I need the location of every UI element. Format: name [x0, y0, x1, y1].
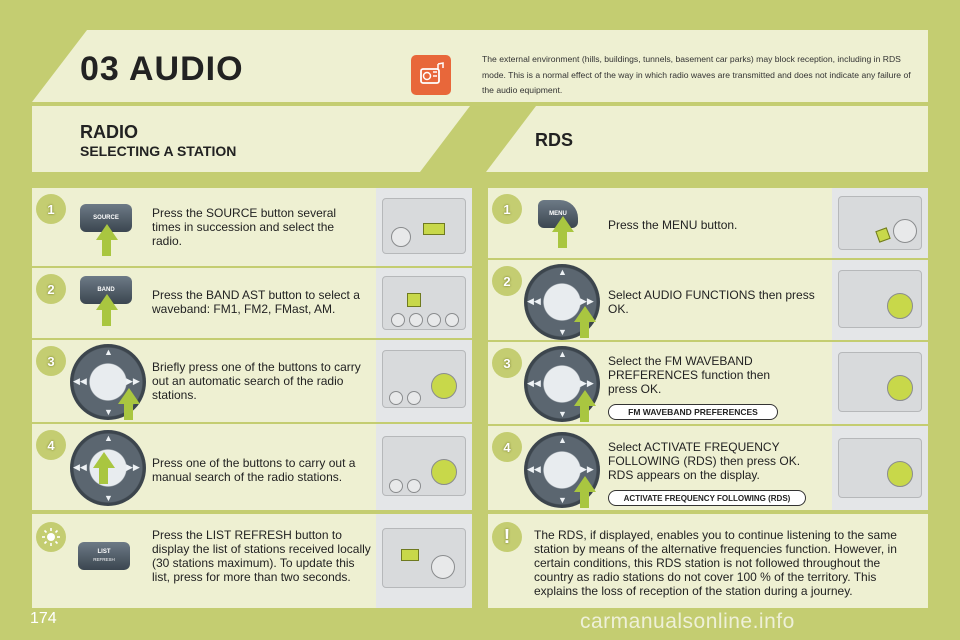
press-arrow-stem: [102, 240, 111, 256]
navigation-dial-icon: ▲ ▼ ◀◀ ▶▶: [70, 430, 146, 506]
press-arrow-stem: [558, 232, 567, 248]
step-number: 3: [492, 348, 522, 378]
step-number: 1: [36, 194, 66, 224]
radio-unit-panel: [832, 260, 928, 340]
radio-title: RADIO: [80, 122, 138, 142]
radio-unit-panel: [376, 340, 472, 422]
highlighted-button: [423, 223, 445, 235]
radio-step-4: [32, 424, 472, 510]
radio-unit-image: [382, 528, 466, 588]
knob: [427, 313, 441, 327]
page-title: 03 AUDIO: [80, 50, 244, 88]
step-text: Select ACTIVATE FREQUENCY FOLLOWING (RDS) then press OK. RDS appears on the display.: [608, 440, 801, 482]
rds-step-3: [488, 342, 928, 424]
knob: [409, 313, 423, 327]
press-arrow-icon: [93, 452, 115, 468]
fm-waveband-preferences-label: FM WAVEBAND PREFERENCES: [608, 404, 778, 420]
press-arrow-icon: [574, 476, 596, 492]
rds-title: RDS: [535, 130, 574, 150]
press-arrow-stem: [580, 406, 589, 422]
step-number: 1: [492, 194, 522, 224]
rds-step-2: [488, 260, 928, 340]
radio-step-1: [32, 188, 472, 266]
step-text: Press the MENU button.: [608, 218, 738, 232]
highlighted-button: [875, 227, 890, 242]
press-arrow-stem: [580, 322, 589, 338]
knob: [389, 391, 403, 405]
navigation-dial-icon: ▲ ▼ ◀◀ ▶▶: [524, 432, 600, 508]
tip-text: Press the LIST REFRESH button to display the list of stations received locally (30 stations maximum). To update this list, press for more than two seconds.: [152, 528, 371, 584]
radio-section-cut: [420, 106, 470, 172]
press-arrow-icon: [96, 294, 118, 310]
radio-unit-panel: [376, 424, 472, 510]
radio-unit-image: [382, 350, 466, 408]
header-note: The external environment (hills, buildings, tunnels, basement car parks) may block reception, including in RDS mode. This is a normal effect of the way in which radio waves are transmitted and does not indicate any failure of the audio equipment.: [482, 54, 911, 95]
radio-unit-image: [838, 196, 922, 250]
tip-icon: [36, 522, 66, 552]
dial-knob: [431, 373, 457, 399]
press-arrow-icon: [574, 306, 596, 322]
step-number: 2: [492, 266, 522, 296]
highlighted-button: [407, 293, 421, 307]
radio-unit-image: [838, 270, 922, 328]
press-arrow-icon: [552, 216, 574, 232]
menu-button-image: MENU: [538, 200, 578, 228]
rds-warning: [488, 514, 928, 608]
radio-unit-image: [382, 276, 466, 330]
step-text: Briefly press one of the buttons to carry out an automatic search of the radio stations.: [152, 360, 361, 402]
warning-icon: !: [492, 522, 522, 552]
radio-unit-panel: [376, 188, 472, 266]
dial-knob: [887, 293, 913, 319]
navigation-dial-icon: ▲ ▼ ◀◀ ▶▶: [70, 344, 146, 420]
step-number: 4: [36, 430, 66, 460]
knob: [391, 313, 405, 327]
press-arrow-stem: [580, 492, 589, 508]
knob: [389, 479, 403, 493]
press-arrow-stem: [99, 468, 108, 484]
step-text: Select the FM WAVEBAND PREFERENCES function then press OK.: [608, 354, 771, 396]
radio-unit-image: [382, 198, 466, 254]
highlighted-button: [401, 549, 419, 561]
step-text: Select AUDIO FUNCTIONS then press OK.: [608, 288, 815, 316]
step-text: Press the SOURCE button several times in succession and select the radio.: [152, 206, 337, 248]
radio-step-3: [32, 340, 472, 422]
header-notch: [32, 30, 87, 102]
radio-unit-image: [838, 438, 922, 498]
dial-knob: [887, 461, 913, 487]
knob: [407, 479, 421, 493]
step-text: Press the BAND AST button to select a waveband: FM1, FM2, FMast, AM.: [152, 288, 360, 316]
page-number: 174: [30, 610, 57, 627]
watermark: carmanualsonline.info: [580, 610, 795, 633]
press-arrow-stem: [124, 404, 133, 420]
warning-text: The RDS, if displayed, enables you to continue listening to the same station by means of the alternative frequencies function. However, in certain conditions, this RDS station is not followed throughout the country as radio stations do not cover 100 % of the territory. This explains the loss of reception of the station during a journey.: [534, 528, 897, 598]
radio-unit-panel: [832, 188, 928, 258]
knob: [407, 391, 421, 405]
radio-subtitle: SELECTING A STATION: [80, 143, 237, 159]
radio-unit-image: [382, 436, 466, 496]
dial-knob: [887, 375, 913, 401]
step-text: Press one of the buttons to carry out a manual search of the radio stations.: [152, 456, 356, 484]
press-arrow-icon: [118, 388, 140, 404]
press-arrow-icon: [574, 390, 596, 406]
step-number: 4: [492, 432, 522, 462]
radio-unit-panel: [832, 426, 928, 510]
radio-unit-panel: [832, 342, 928, 424]
radio-music-icon: [411, 55, 451, 95]
rds-section-cut: [486, 106, 536, 172]
navigation-dial-icon: ▲ ▼ ◀◀ ▶▶: [524, 264, 600, 340]
refresh-label: REFRESH: [93, 557, 115, 562]
navigation-dial-icon: ▲ ▼ ◀◀ ▶▶: [524, 346, 600, 422]
press-arrow-icon: [96, 224, 118, 240]
radio-unit-panel: [376, 268, 472, 338]
radio-step-2: [32, 268, 472, 338]
dial-knob: [431, 459, 457, 485]
rds-step-4: [488, 426, 928, 510]
radio-unit-panel: [376, 514, 472, 608]
radio-unit-image: [838, 352, 922, 412]
rds-step-1: [488, 188, 928, 258]
press-arrow-stem: [102, 310, 111, 326]
activate-frequency-following-label: ACTIVATE FREQUENCY FOLLOWING (RDS): [608, 490, 806, 506]
band-button-image: BAND: [80, 276, 132, 304]
dial-knob: [431, 555, 455, 579]
dial-knob: [893, 219, 917, 243]
volume-knob: [391, 227, 411, 247]
source-button-image: SOURCE: [80, 204, 132, 232]
step-number: 2: [36, 274, 66, 304]
radio-tip: [32, 514, 472, 608]
step-number: 3: [36, 346, 66, 376]
list-label: LIST: [97, 549, 111, 555]
knob: [445, 313, 459, 327]
list-refresh-button-image: [78, 542, 130, 570]
